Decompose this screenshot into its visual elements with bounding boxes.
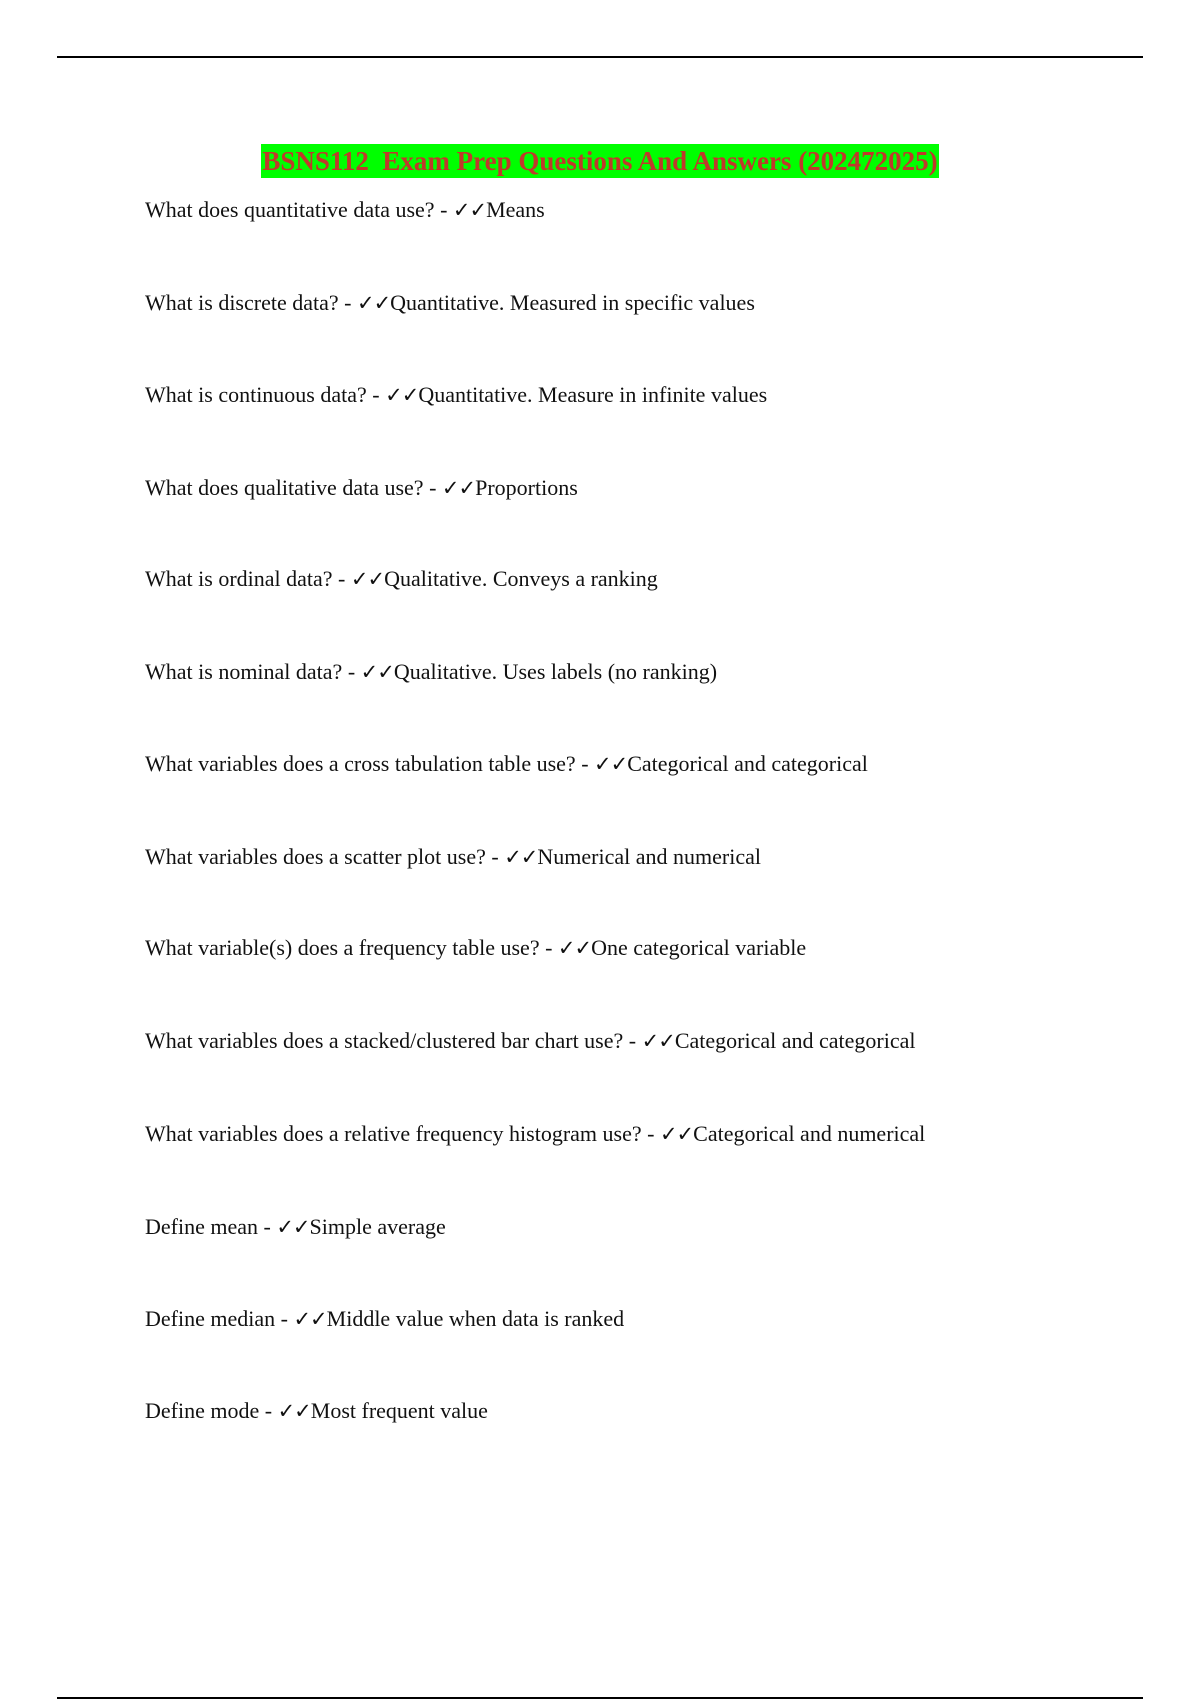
double-check-icon: ✓✓: [641, 1029, 675, 1053]
answer-text: Means: [486, 197, 545, 222]
question-text: What variables does a cross tabulation table use?: [145, 751, 576, 776]
answer-text: Categorical and categorical: [627, 751, 868, 776]
question-text: Define mode: [145, 1398, 260, 1423]
bottom-rule: [57, 1697, 1143, 1699]
separator: -: [332, 566, 351, 591]
double-check-icon: ✓✓: [276, 1215, 310, 1239]
question-text: What is nominal data?: [145, 659, 343, 684]
question-text: What is ordinal data?: [145, 566, 333, 591]
answer-text: Categorical and categorical: [674, 1028, 916, 1053]
separator: -: [434, 197, 453, 222]
qa-item: [145, 1027, 915, 1055]
separator: -: [539, 935, 558, 960]
qa-item: [145, 289, 755, 317]
answer-text: Simple average: [309, 1214, 446, 1239]
top-rule: [57, 56, 1143, 58]
question-text: What does quantitative data use?: [145, 197, 435, 222]
double-check-icon: ✓✓: [385, 383, 419, 407]
separator: -: [423, 475, 442, 500]
question-text: What variable(s) does a frequency table use?: [145, 935, 540, 960]
answer-text: Categorical and numerical: [693, 1121, 926, 1146]
separator: -: [641, 1121, 660, 1146]
qa-item: [145, 1305, 624, 1333]
separator: -: [485, 844, 505, 869]
answer-text: Qualitative. Conveys a ranking: [384, 566, 658, 591]
question-text: What is discrete data?: [145, 290, 339, 315]
qa-item: [145, 750, 868, 778]
question-text: Define mean: [145, 1214, 258, 1239]
qa-item: [145, 1397, 488, 1425]
separator: -: [366, 382, 386, 407]
separator: -: [259, 1398, 278, 1423]
answer-text: Qualitative. Uses labels (no ranking): [393, 659, 718, 684]
separator: -: [258, 1214, 277, 1239]
separator: -: [575, 751, 595, 776]
double-check-icon: ✓✓: [293, 1307, 327, 1331]
page-title: BSNS112 Exam Prep Questions And Answers (202472025): [262, 146, 938, 176]
qa-item: [145, 474, 578, 502]
answer-text: Quantitative. Measure in infinite values: [418, 382, 768, 407]
separator: -: [623, 1028, 642, 1053]
double-check-icon: ✓✓: [659, 1122, 694, 1146]
separator: -: [342, 659, 361, 684]
double-check-icon: ✓✓: [452, 198, 487, 222]
qa-item: [145, 934, 806, 962]
qa-item: [145, 565, 658, 593]
double-check-icon: ✓✓: [350, 567, 385, 591]
question-text: What is continuous data?: [145, 382, 367, 407]
qa-item: [145, 843, 761, 871]
qa-item: [145, 1213, 446, 1241]
question-text: What does qualitative data use?: [145, 475, 424, 500]
qa-item: [145, 381, 767, 409]
answer-text: Quantitative. Measured in specific values: [390, 290, 755, 315]
answer-text: Proportions: [475, 475, 578, 500]
double-check-icon: ✓✓: [360, 660, 394, 684]
qa-item: [145, 1120, 925, 1148]
separator: -: [338, 290, 357, 315]
answer-text: Middle value when data is ranked: [326, 1306, 625, 1331]
title-container: [0, 144, 1200, 178]
double-check-icon: ✓✓: [441, 476, 476, 500]
answer-text: One categorical variable: [591, 935, 807, 960]
answer-text: Most frequent value: [310, 1398, 488, 1423]
answer-text: Numerical and numerical: [537, 844, 761, 869]
double-check-icon: ✓✓: [277, 1399, 311, 1423]
double-check-icon: ✓✓: [504, 845, 538, 869]
double-check-icon: ✓✓: [356, 291, 391, 315]
separator: -: [275, 1306, 294, 1331]
qa-item: [145, 196, 545, 224]
double-check-icon: ✓✓: [594, 752, 628, 776]
question-text: What variables does a stacked/clustered bar chart use?: [145, 1028, 624, 1053]
question-text: What variables does a relative frequency histogram use?: [145, 1121, 642, 1146]
double-check-icon: ✓✓: [557, 936, 592, 960]
question-text: Define median: [145, 1306, 276, 1331]
question-text: What variables does a scatter plot use?: [145, 844, 486, 869]
qa-item: [145, 658, 717, 686]
